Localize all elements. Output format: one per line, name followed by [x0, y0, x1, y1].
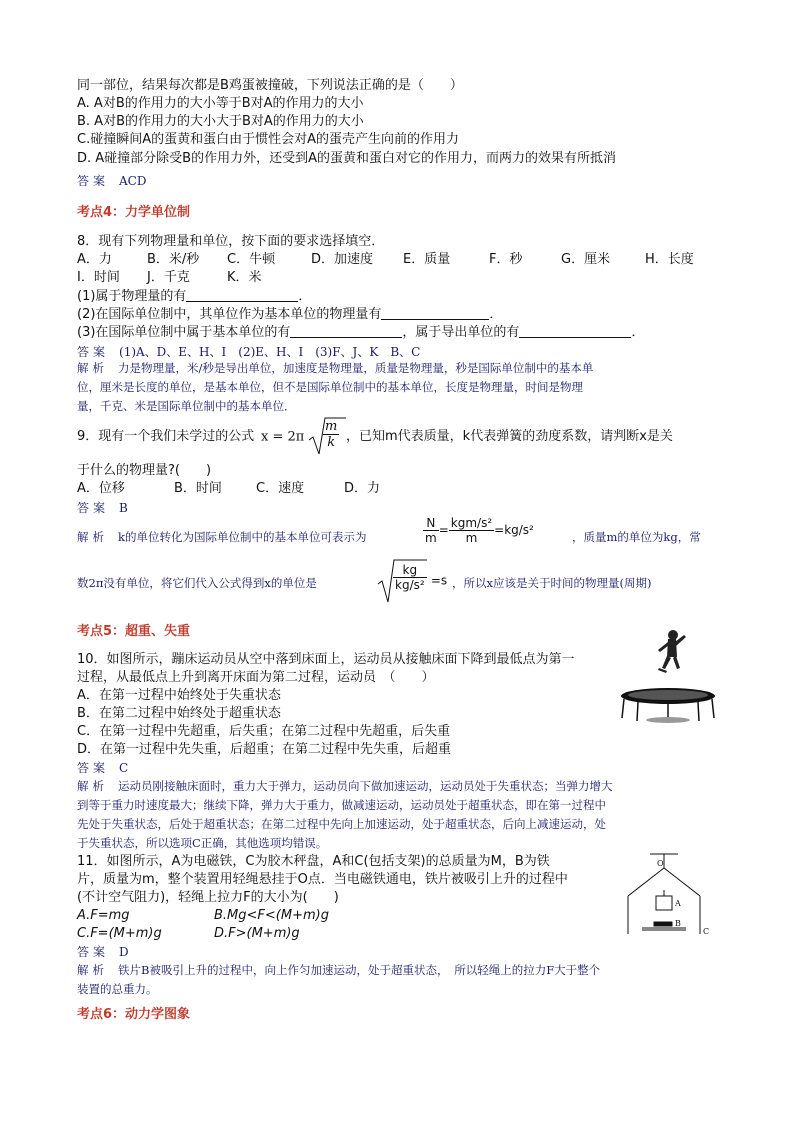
q8-option: B．米/秒 [147, 252, 200, 267]
label-B: B [675, 919, 681, 928]
q11-option-b: B.Mg<F<(M+m)g [214, 908, 329, 923]
result: =s [430, 573, 448, 588]
q10-explanation-2: 到等于重力时速度最大；继续下降，弹力大于重力，做减速运动，运动员处于超重状态，即在第一过程中 [77, 798, 606, 812]
label-C: C [703, 927, 710, 936]
q8-sub3 [77, 323, 644, 342]
period: ． [298, 289, 312, 304]
q9-explanation-1b: ，质量m的单位为kg，常 [572, 530, 701, 544]
q7-option-b: B. A对B的作用力的大小大于B对A的作用力的大小 [77, 114, 364, 129]
q9-explanation-2b: ，所以x应该是关于时间的物理量(周期) [452, 576, 652, 590]
answer-blank [186, 287, 298, 302]
q7-option-a: A. A对B的作用力的大小等于B对A的作用力的大小 [77, 96, 364, 111]
answer-blank [290, 323, 402, 338]
kaodian-6-heading: 考点6：动力学图象 [77, 1007, 191, 1022]
q9-stem-a: 9．现有一个我们未学过的公式 [77, 429, 255, 444]
q10-explanation-4: 于失重状态，所以选项C正确，其他选项均错误。 [77, 836, 328, 850]
q10-option-d: D．在第一过程中先失重，后超重；在第二过程中先失重，后超重 [77, 742, 452, 757]
answer-value: ACD [119, 174, 147, 188]
trampoline-figure [618, 624, 718, 724]
q11-answer [77, 943, 129, 961]
q9-explanation-2: 数2π没有单位，将它们代入公式得到x的单位是 [77, 576, 317, 590]
formula-fraction [323, 419, 339, 450]
q11-options-row1 [77, 907, 329, 925]
answer-label: 答案 [77, 761, 110, 775]
q11-explanation-2: 装置的总重力。 [77, 982, 158, 996]
answer-value: D [119, 945, 129, 959]
explanation-text: 运动员刚接触床面时，重力大于弹力，运动员向下做加速运动，运动员处于失重状态；当弹力增大 [118, 779, 613, 793]
q11-stem-1: 11．如图所示，A为电磁铁，C为胶木秤盘，A和C(包括支架)的总质量为M，B为铁 [77, 854, 550, 869]
explanation-label: 解析 [77, 530, 108, 544]
q8-option: J．千克 [147, 270, 190, 285]
q10-stem-2: 过程，从最低点上升到离开床面为第二过程，运动员 （ ） [77, 670, 435, 685]
q7-option-d: D. A碰撞部分除受B的作用力外，还受到A的蛋黄和蛋白对它的作用力，而两力的效果有所抵消 [77, 151, 616, 166]
q9-formula [261, 416, 346, 458]
q10-stem-1: 10．如图所示，蹦床运动员从空中落到床面上，运动员从接触床面下降到最低点为第一 [77, 652, 575, 667]
period: ． [631, 325, 645, 340]
numerator: kgm/s² [450, 516, 493, 530]
q8-sub2-text: (2)在国际单位制中，其单位作为基本单位的物理量有 [77, 307, 382, 322]
q9-options [77, 480, 380, 498]
q8-option: K．米 [227, 270, 262, 285]
explanation-label: 解析 [77, 963, 108, 977]
q8-option: A．力 [77, 252, 112, 267]
q9-stem-b: ，已知m代表质量，k代表弹簧的劲度系数，请判断x是关 [346, 429, 673, 444]
q11-option-d: D.F>(M+m)g [214, 926, 300, 941]
formula-denominator: k [327, 435, 336, 450]
q8-explanation-2: 位，厘米是长度的单位，是基本单位，但不是国际单位制中的基本单位，长度是物理量，时间是物理 [77, 380, 583, 394]
q11-stem-3: (不计空气阻力)，轻绳上拉力F的大小为( ) [77, 890, 339, 905]
q7-option-c: C.碰撞瞬间A的蛋黄和蛋白由于惯性会对A的蛋壳产生向前的作用力 [77, 132, 459, 147]
q9-sqrt-fraction [377, 558, 447, 604]
answer-value: C [119, 761, 129, 775]
answer-label: 答案 [77, 345, 110, 359]
numerator: N [423, 516, 439, 531]
fraction-kg-over-kgs2 [393, 563, 427, 592]
q10-option-c: C．在第一过程中先超重，后失重；在第二过程中先超重，后失重 [77, 724, 451, 739]
q9-option: A．位移 [77, 481, 125, 496]
answer-label: 答案 [77, 945, 110, 959]
q9-stem-c: 于什么的物理量?( ) [77, 463, 212, 478]
q11-option-a: A.F=mg [77, 908, 130, 923]
q8-option: D．加速度 [311, 252, 374, 267]
label-A: A [675, 899, 681, 908]
kaodian-4-heading: 考点4：力学单位制 [77, 205, 191, 220]
result: =kg/s² [494, 523, 534, 537]
denominator: m [465, 531, 478, 545]
q8-explanation-1 [77, 359, 593, 378]
q8-option: E．质量 [403, 252, 451, 267]
answer-value: B [119, 501, 128, 515]
label-O: O [657, 859, 664, 868]
answer-label: 答案 [77, 501, 110, 515]
q8-option: F．秒 [489, 252, 523, 267]
denominator: m [425, 531, 437, 545]
q11-explanation-1 [77, 961, 600, 980]
period: ． [489, 307, 503, 322]
q10-explanation-3: 先处于失重状态，后处于超重状态；在第二过程中先向上加速运动，处于超重状态，后向上减速运动，处 [77, 817, 606, 831]
answer-label: 答案 [77, 174, 110, 188]
q11-option-c: C.F=(M+m)g [77, 926, 162, 941]
q8-explanation-3: 量，千克、米是国际单位制中的基本单位． [77, 399, 296, 413]
q10-option-b: B．在第二过程中始终处于超重状态 [77, 706, 281, 721]
q10-answer [77, 759, 128, 777]
q8-sub1 [77, 287, 311, 306]
fraction-n-over-m [423, 516, 439, 545]
q8-option: G．厘米 [561, 252, 611, 267]
electromagnet-apparatus-figure [620, 850, 710, 940]
q8-sub3-text-b: ，属于导出单位的有 [402, 325, 520, 340]
answer-value: (1)A、D、E、H、I (2)E、H、I (3)F、J、K B、C [119, 345, 421, 359]
q9-option: C．速度 [256, 481, 305, 496]
kaodian-5-heading: 考点5：超重、失重 [77, 624, 191, 639]
formula-lhs: x = 2π [261, 429, 305, 445]
q8-options-row1 [77, 251, 694, 269]
q8-sub2 [77, 305, 502, 324]
q8-stem: 8．现有下列物理量和单位，按下面的要求选择填空． [77, 234, 385, 249]
explanation-text: 力是物理量，米/秒是导出单位，加速度是物理量，质量是物理量，秒是国际单位制中的基本单 [118, 361, 594, 375]
q7-stem-tail: 同一部位，结果每次都是B鸡蛋被撞破，下列说法正确的是（ ） [77, 78, 463, 93]
answer-blank [519, 323, 631, 338]
formula-numerator: m [325, 419, 338, 434]
q9-unit-fraction: $\frac{N}{m}$ = $\frac{\text{kgm/s²}}{m}$ =kg/s² [425, 516, 534, 545]
q10-explanation-1 [77, 777, 613, 796]
q10-option-a: A．在第一过程中始终处于失重状态 [77, 688, 281, 703]
explanation-label: 解析 [77, 361, 108, 375]
explanation-text: k的单位转化为国际单位制中的基本单位可表示为 [118, 530, 367, 544]
q9-answer [77, 499, 128, 517]
numerator: kg [393, 563, 427, 578]
q7-answer [77, 172, 146, 190]
q9-option: B．时间 [174, 481, 222, 496]
answer-blank [381, 305, 489, 320]
q11-stem-2: 片，质量为m，整个装置用轻绳悬挂于O点．当电磁铁通电，铁片被吸引上升的过程中 [77, 872, 568, 887]
explanation-label: 解析 [77, 779, 108, 793]
q8-option: C．牛顿 [227, 252, 276, 267]
q8-option: H．长度 [645, 252, 694, 267]
q8-sub1-text: (1)属于物理量的有 [77, 289, 187, 304]
q8-option: I．时间 [77, 270, 120, 285]
q9-option: D．力 [344, 481, 381, 496]
denominator: kg/s² [395, 578, 425, 592]
q9-explanation-1 [77, 528, 366, 547]
q8-sub3-text: (3)在国际单位制中属于基本单位的有 [77, 325, 291, 340]
q11-options-row2 [77, 925, 300, 943]
q8-options-row2 [77, 269, 262, 287]
explanation-text: 铁片B被吸引上升的过程中，向上作匀加速运动，处于超重状态， 所以轻绳上的拉力F大于整个 [118, 963, 601, 977]
fraction-kgms2-over-m [449, 516, 494, 545]
